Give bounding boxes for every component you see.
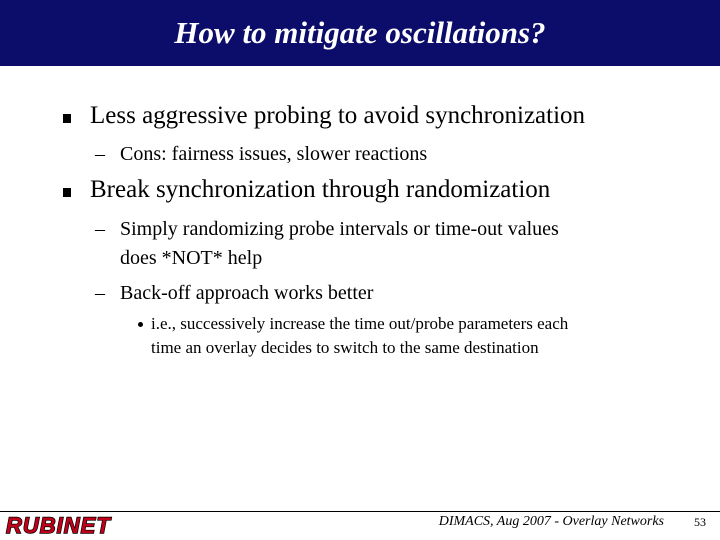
- sub-bullet-3-text: Back-off approach works better: [120, 282, 374, 304]
- footer-caption: DIMACS, Aug 2007 - Overlay Networks: [438, 514, 664, 529]
- sub-bullet-1-text: Cons: fairness issues, slower reactions: [120, 143, 428, 165]
- footer-divider: [0, 511, 720, 512]
- logo-text: RUBINET: [6, 513, 111, 537]
- bullet-2-text: Break synchronization through randomization: [90, 176, 551, 203]
- sub-sub-bullet-line-1: i.e., successively increase the time out/probe parameters each: [151, 314, 569, 333]
- page-number: 53: [694, 515, 706, 529]
- slide-title: How to mitigate oscillations?: [174, 15, 546, 50]
- square-bullet-icon: [63, 188, 71, 197]
- bullet-1-text: Less aggressive probing to avoid synchronization: [90, 102, 586, 129]
- dash-bullet-icon: –: [95, 282, 105, 304]
- sub-sub-bullet-line-2: time an overlay decides to switch to the same destination: [151, 338, 539, 357]
- square-bullet-icon: [63, 114, 71, 123]
- dash-bullet-icon: –: [95, 218, 105, 240]
- sub-bullet-2-line-2: does *NOT* help: [120, 247, 263, 269]
- dash-bullet-icon: –: [95, 143, 105, 165]
- dot-bullet-icon: [138, 322, 143, 327]
- rubinet-logo: [4, 513, 119, 537]
- sub-bullet-2-line-1: Simply randomizing probe intervals or time-out values: [120, 218, 559, 240]
